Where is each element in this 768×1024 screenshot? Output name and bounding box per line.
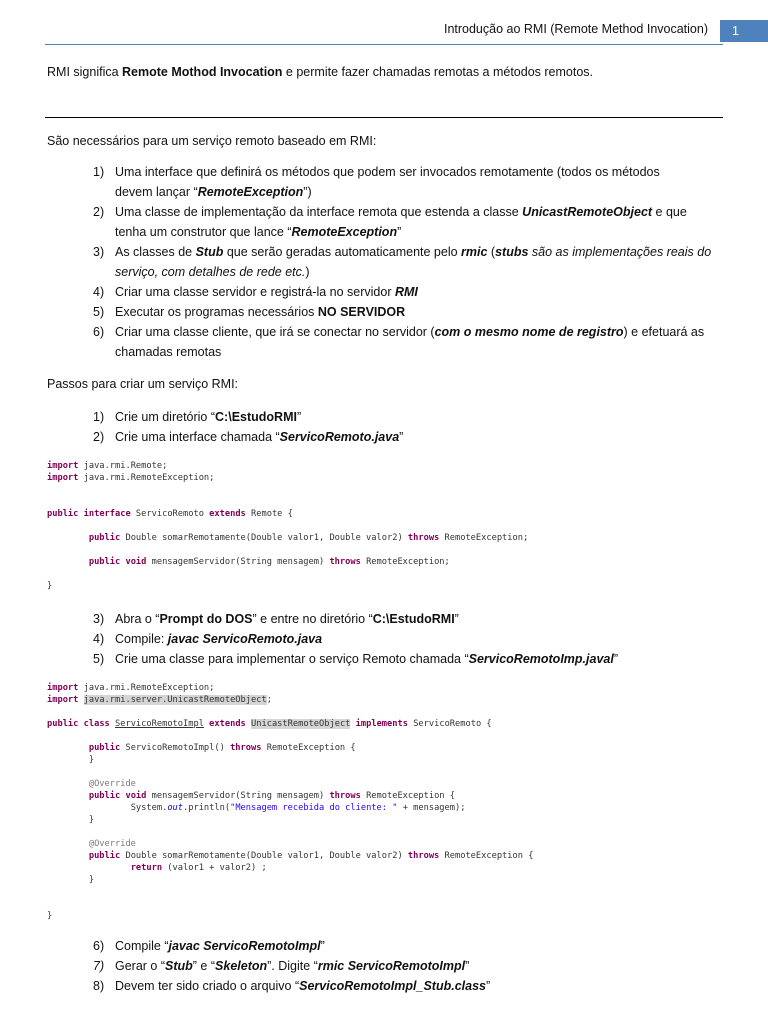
page-number-badge: 1 <box>720 20 768 42</box>
header-title: Introdução ao RMI (Remote Method Invocation) <box>443 22 708 36</box>
code-block-implementation: import java.rmi.RemoteException; import java.rmi.server.UnicastRemoteObject; public class ServicoRemotoImpl extends UnicastRemoteObject implements ServicoRemoto { public ServicoRemotoImpl() throws RemoteException { } @Override public void mensagemServidor(String mensagem) throws RemoteException { System.out.println("Mensagem recebida do cliente: " + mensagem); } @Override public Double somarRemotamente(Double valor1, Double valor2) throws RemoteException { return (valor1 + valor2) ; } } <box>47 683 534 921</box>
section1-heading: São necessários para um serviço remoto baseado em RMI: <box>47 134 377 148</box>
header-divider <box>45 44 723 45</box>
section2-heading: Passos para criar um serviço RMI: <box>47 377 239 391</box>
intro-paragraph: RMI significa Remote Mothod Invocation e permite fazer chamadas remotas a métodos remotos. <box>47 65 594 79</box>
horizontal-rule <box>45 117 723 118</box>
code-block-interface: import java.rmi.Remote; import java.rmi.RemoteException; public interface ServicoRemoto extends Remote { public Double somarRemotamente(Double valor1, Double valor2) throws RemoteException; public void mensagemServidor(String mensagem) throws RemoteException; } <box>47 461 529 591</box>
